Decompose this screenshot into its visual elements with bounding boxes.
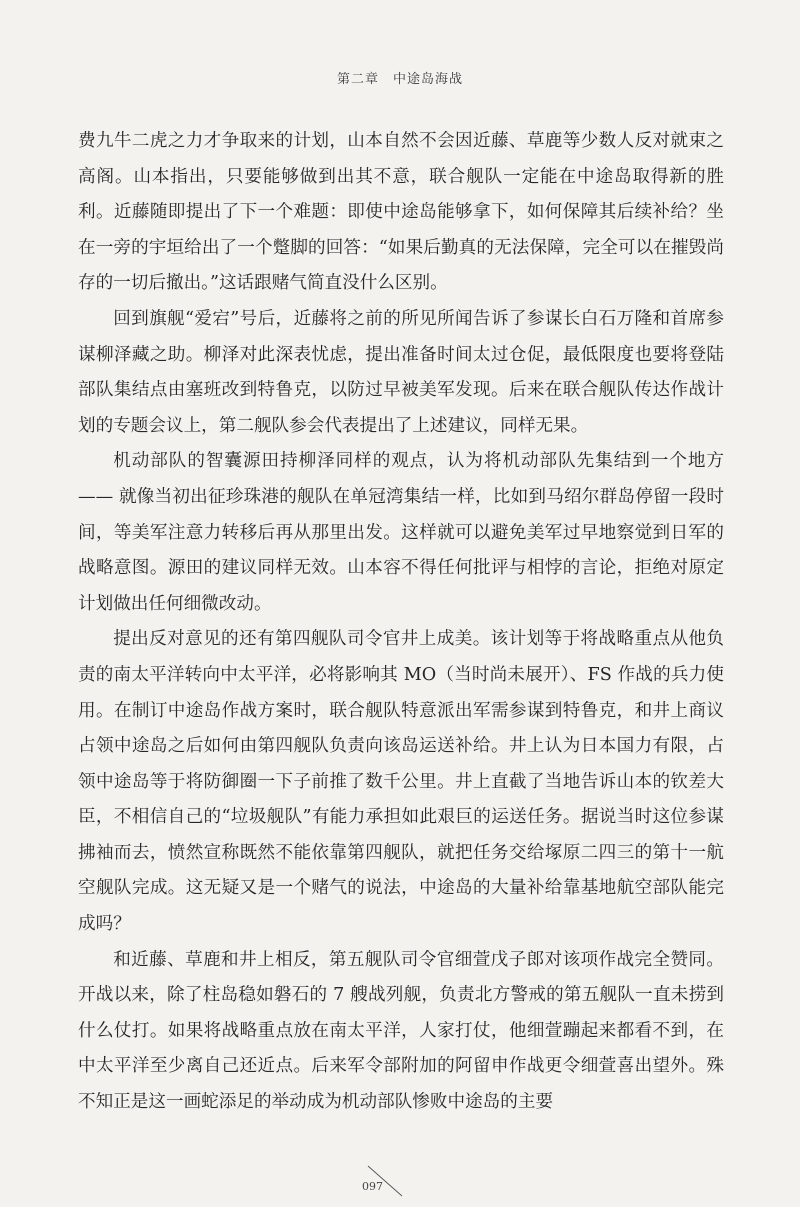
page-number: 097 <box>362 1180 383 1193</box>
paragraph-3: 机动部队的智囊源田持柳泽同样的观点，认为将机动部队先集结到一个地方—— 就像当初出征珍珠港的舰队在单冠湾集结一样，比如到马绍尔群岛停留一段时间，等美军注意力转移后再从那里出发。这样就可以避免美军过早地察觉到日军的战略意图。源田的建议同样无效。山本容不得任何批评与相悖的言论，拒绝对原定计划做出任何细微改动。 <box>78 451 724 614</box>
paragraph-2: 回到旗舰“爱宕”号后，近藤将之前的所见所闻告诉了参谋长白石万隆和首席参谋柳泽藏之助。柳泽对此深表忧虑，提出准备时间太过仓促，最低限度也要将登陆部队集结点由塞班改到特鲁克，以防过早被美军发现。后来在联合舰队传达作战计划的专题会议上，第二舰队参会代表提出了上述建议，同样无果。 <box>78 308 724 436</box>
page-footer <box>0 1160 800 1200</box>
running-header: 第二章 中途岛海战 <box>336 72 463 87</box>
paragraph-4: 提出反对意见的还有第四舰队司令官井上成美。该计划等于将战略重点从他负责的南太平洋转向中太平洋，必将影响其 MO（当时尚未展开）、FS 作战的兵力使用。在制订中途岛作战方案时，联合舰队特意派出军需参谋到特鲁克，和井上商议占领中途岛之后如何由第四舰队负责向该岛运送补给。井上认为日本国力有限，占领中途岛等于将防御圈一下子前推了数千公里。井上直截了当地告诉山本的钦差大臣，不相信自己的“垃圾舰队”有能力承担如此艰巨的运送任务。据说当时这位参谋拂袖而去，愤然宣称既然不能依靠第四舰队，就把任务交给塚原二四三的第十一航空舰队完成。这无疑又是一个赌气的说法，中途岛的大量补给靠基地航空部队能完成吗？ <box>78 629 724 935</box>
paragraph-1: 费九牛二虎之力才争取来的计划，山本自然不会因近藤、草鹿等少数人反对就束之高阁。山本指出，只要能够做到出其不意，联合舰队一定能在中途岛取得新的胜利。近藤随即提出了下一个难题：即使中途岛能够拿下，如何保障其后续补给？坐在一旁的宇垣给出了一个蹩脚的回答：“如果后勤真的无法保障，完全可以在摧毁尚存的一切后撤出。”这话跟赌气简直没什么区别。 <box>78 131 724 294</box>
body-text <box>78 124 724 1121</box>
paragraph-5: 和近藤、草鹿和井上相反，第五舰队司令官细萱戊子郎对该项作战完全赞同。开战以来，除了柱岛稳如磐石的 7 艘战列舰，负责北方警戒的第五舰队一直未捞到什么仗打。如果将战略重点放在南太平洋，人家打仗，他细萱蹦起来都看不到，在中太平洋至少离自己还近点。后来军令部附加的阿留申作战更令细萱喜出望外。殊不知正是这一画蛇添足的举动成为机动部队惨败中途岛的主要 <box>78 949 724 1113</box>
